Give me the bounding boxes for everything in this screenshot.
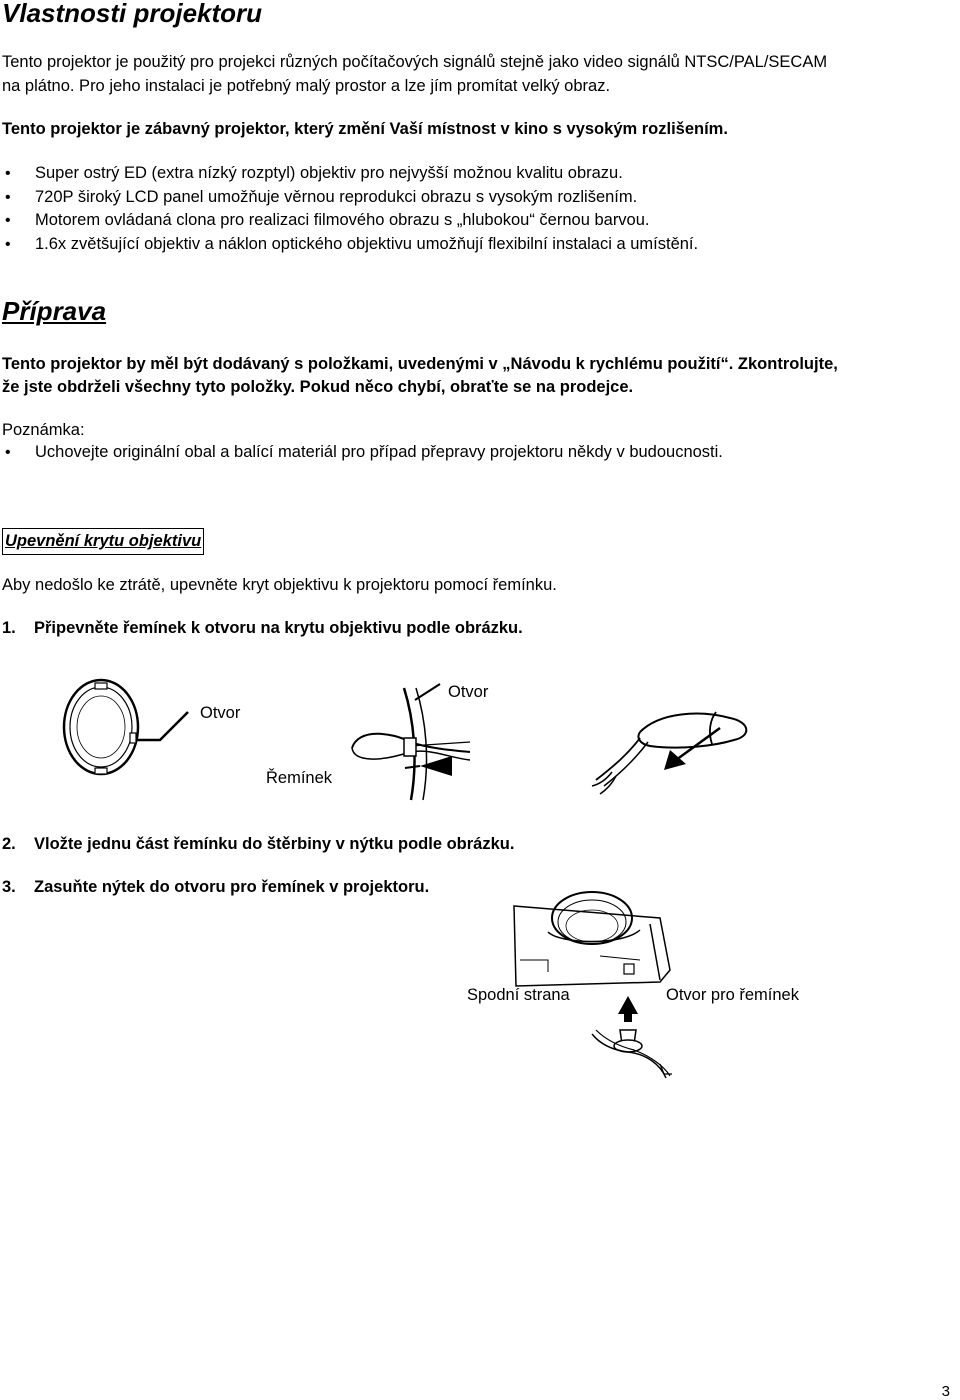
list-item: • 1.6x zvětšující objektiv a náklon optického objektivu umožňují flexibilní instalaci a umístění. bbox=[2, 233, 958, 257]
list-item: • Uchovejte originální obal a balící materiál pro případ přepravy projektoru někdy v budoucnosti. bbox=[2, 441, 958, 465]
prep-line-1: Tento projektor by měl být dodávaný s položkami, uvedenými v „Návodu k rychlému použití“. Zkontrolujte, bbox=[2, 355, 838, 373]
section-title-preparation: Příprava bbox=[2, 296, 107, 326]
intro-line-1: Tento projektor je použitý pro projekci různých počítačových signálů stejně jako video signálů NTSC/PAL/SECAM bbox=[2, 53, 828, 71]
lens-cap-heading: Upevnění krytu objektivu bbox=[2, 528, 204, 555]
step-number: 1. bbox=[2, 619, 16, 637]
list-item: • Motorem ovládaná clona pro realizaci filmového obrazu s „hlubokou“ černou barvou. bbox=[2, 209, 958, 233]
step-number: 2. bbox=[2, 835, 16, 853]
prep-line-2: že jste obdrželi všechny tyto položky. Pokud něco chybí, obraťte se na prodejce. bbox=[2, 378, 634, 396]
lens-cap-intro: Aby nedošlo ke ztrátě, upevněte kryt objektivu k projektoru pomocí řemínku. bbox=[2, 576, 557, 594]
step-number: 3. bbox=[2, 878, 16, 896]
bold-statement: Tento projektor je zábavný projektor, který změní Vaší místnost v kino s vysokým rozlišením. bbox=[2, 120, 728, 138]
intro-line-2: na plátno. Pro jeho instalaci je potřebný malý prostor a lze jím promítat velký obraz. bbox=[2, 77, 611, 95]
step-text: Vložte jednu část řemínku do štěrbiny v nýtku podle obrázku. bbox=[34, 835, 515, 853]
label-hole: Otvor bbox=[200, 704, 241, 722]
label-hole-2: Otvor bbox=[448, 683, 489, 701]
list-item: • Super ostrý ED (extra nízký rozptyl) objektiv pro nejvyšší možnou kvalitu obrazu. bbox=[2, 162, 958, 186]
label-strap: Řemínek bbox=[266, 769, 333, 787]
page-title: Vlastnosti projektoru bbox=[2, 0, 263, 28]
page-number: 3 bbox=[941, 1383, 950, 1400]
list-item: • 720P široký LCD panel umožňuje věrnou reprodukci obrazu s vysokým rozlišením. bbox=[2, 186, 958, 210]
step-text: Zasuňte nýtek do otvoru pro řemínek v projektoru. bbox=[34, 878, 430, 896]
note-label: Poznámka: bbox=[2, 421, 85, 439]
label-strap-hole: Otvor pro řemínek bbox=[666, 986, 799, 1004]
step-text: Připevněte řemínek k otvoru na krytu objektivu podle obrázku. bbox=[34, 619, 523, 637]
label-bottom-side: Spodní strana bbox=[467, 986, 570, 1004]
